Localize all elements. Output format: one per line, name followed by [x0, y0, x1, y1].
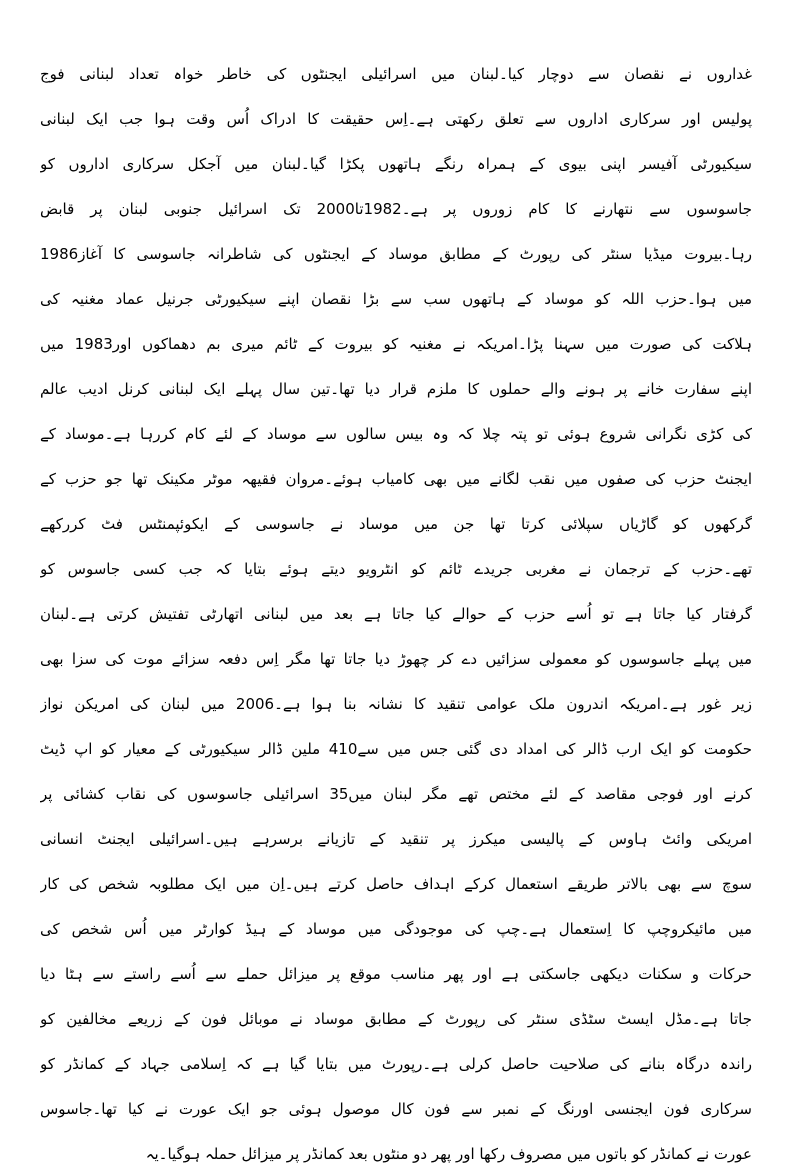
text-line: گرکھوں کو گاڑیاں سپلائی کرتا تھا جن میں موساد نے جاسوسی کے ایکوئپمنٹس فٹ کررکھے [40, 515, 752, 533]
text-line: راندہ درگاہ بنانے کی صلاحیت حاصل کرلی ہے۔رپورٹ میں بتایا گیا ہے کہ اِسلامی جہاد کے کمانڈر کو [40, 1055, 752, 1073]
text-line: تھے۔حزب کے ترجمان نے مغربی جریدے ٹائم کو انٹرویو دیتے ہوئے بتایا کہ جب کسی جاسوس کو [40, 560, 752, 578]
text-line: کی کڑی نگرانی شروع ہوئی تو پتہ چلا کہ وہ بیس سالوں سے موساد کے لئے کام کررہا ہے۔موساد کے [40, 425, 752, 443]
text-line: سیکیورٹی آفیسر اپنی بیوی کے ہمراہ رنگے ہاتھوں پکڑا گیا۔لبنان میں آجکل سرکاری اداروں کو [40, 155, 752, 173]
text-line: ایجنٹ حزب کی صفوں میں نقب لگانے میں بھی کامیاب ہوئے۔مروان فقیھہ موٹر مکینک تھا جو حزب کے [40, 470, 752, 488]
text-line: ہلاکت کی صورت میں سہنا پڑا۔امریکہ نے مغنیہ کو بیروت کے ٹائم میری بم دھماکوں اور1983 میں [40, 335, 752, 353]
text-line: جاتا ہے۔مڈل ایسٹ سٹڈی سنٹر کی رپورٹ کے مطابق موساد نے موبائل فون کے زریعے مخالفین کو [40, 1010, 752, 1028]
article-body [40, 48, 752, 1173]
text-line: غداروں نے نقصان سے دوچار کیا۔لبنان میں اسرائیلی ایجنٹوں کی خاطر خواہ تعداد لبنانی فوج [40, 65, 752, 83]
text-line: رہا۔بیروت میڈیا سنٹر کی رپورٹ کے مطابق موساد کے ایجنٹوں کی شاطرانہ جاسوسی کا آغاز1986 [40, 245, 752, 263]
text-line: پولیس اور سرکاری اداروں سے تعلق رکھتی ہے۔اِس حقیقت کا ادراک اُس وقت ہوا جب ایک لبنانی [40, 110, 752, 128]
text-line: سرکاری فون ایجنسی اورنگ کے نمبر سے فون کال موصول ہوئی جو ایک عورت نے کیا تھا۔جاسوس [40, 1100, 752, 1118]
text-line: امریکی وائٹ ہاوس کے پالیسی میکرز پر تنقید کے تازیانے برسرہے ہیں۔اسرائیلی ایجنٹ انسانی [40, 830, 752, 848]
text-line: حکومت کو ایک ارب ڈالر کی امداد دی گئی جس میں سے410 ملین ڈالر سیکیورٹی کے معیار کو اپ ڈیٹ [40, 740, 752, 758]
text-line: حرکات و سکنات دیکھی جاسکتی ہے اور پھر مناسب موقع پر میزائل حملے سے اُسے راستے سے ہٹا دیا [40, 965, 752, 983]
text-line: جاسوسوں سے نتھارنے کا کام زوروں پر ہے۔1982تا2000 تک اسرائیل جنوبی لبنان پر قابض [40, 200, 752, 218]
text-line: زیر غور ہے۔امریکہ اندرون ملک عوامی تنقید کا نشانہ بنا ہوا ہے۔2006 میں لبنان کی امریکن نواز [40, 695, 752, 713]
text-line: میں پہلے جاسوسوں کو معمولی سزائیں دے کر چھوڑ دیا جاتا تھا مگر اِس دفعہ سزائے موت کی سزا بھی [40, 650, 752, 668]
text-line: میں ہوا۔حزب اللہ کو موساد کے ہاتھوں سب سے بڑا نقصان اپنے سیکیورٹی جرنیل عماد مغنیہ کی [40, 290, 752, 308]
text-line: عورت نے کمانڈر کو باتوں میں مصروف رکھا اور پھر دو منٹوں بعد کمانڈر پر میزائل حملہ ہوگیا۔یہ [145, 1145, 752, 1163]
text-line: اپنے سفارت خانے پر ہونے والے حملوں کا ملزم قرار دیا تھا۔تین سال پہلے ایک لبنانی کرنل ادیب عالم [40, 380, 752, 398]
text-line: کرنے اور فوجی مقاصد کے لئے مختص تھے مگر لبنان میں35 اسرائیلی جاسوسوں کی نقاب کشائی پر [40, 785, 752, 803]
text-line: گرفتار کیا جاتا ہے تو اُسے حزب کے حوالے کیا جاتا ہے بعد میں لبنانی اتھارٹی تفتیش کرتی ہے۔لبنان [40, 605, 752, 623]
text-line: سوچ سے بھی بالاتر طریقے استعمال کرکے اہداف حاصل کرتے ہیں۔اِن میں ایک مطلوبہ شخص کی کار [40, 875, 752, 893]
text-line: میں مائیکروچپ کا اِستعمال ہے۔چپ کی موجودگی میں موساد کے ہیڈ کوارٹر میں اُس شخص کی [40, 920, 752, 938]
